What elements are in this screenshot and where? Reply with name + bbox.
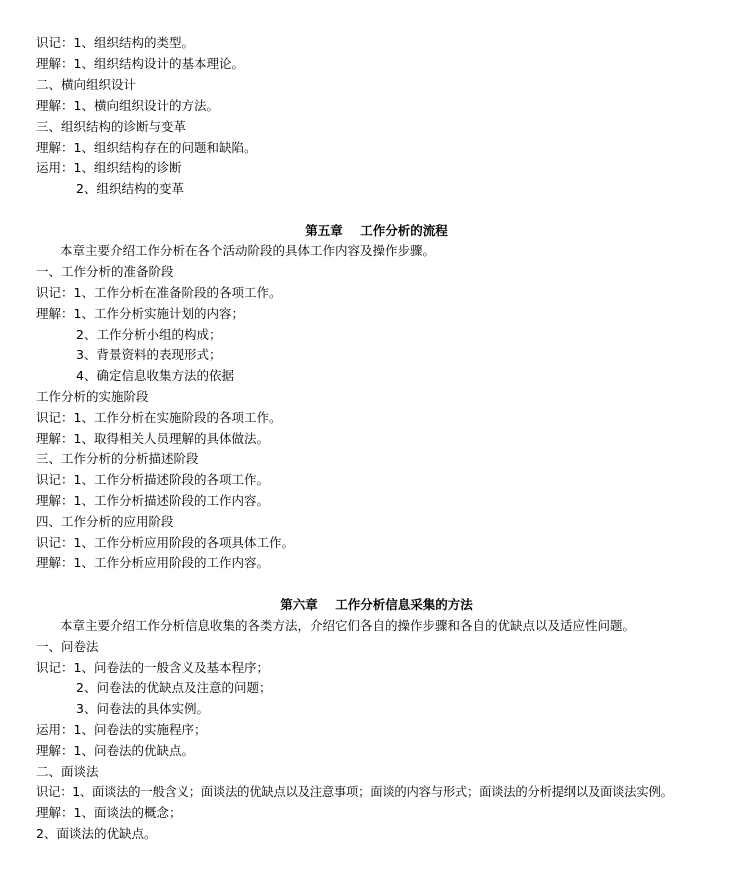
text-line: 理解：1、问卷法的优缺点。: [36, 743, 194, 758]
text-line-indented: 3、背景资料的表现形式；: [76, 347, 222, 362]
text-line-indented: 2、工作分析小组的构成；: [76, 327, 222, 342]
text-line: 识记：1、面谈法的一般含义；面谈法的优缺点以及注意事项；面谈的内容与形式；面谈法的分析提纲以及面谈法实例。: [36, 785, 673, 799]
section-heading: 二、面谈法: [36, 764, 99, 779]
text-line: 识记：1、问卷法的一般含义及基本程序；: [36, 660, 269, 675]
section-heading: 二、横向组织设计: [36, 77, 137, 92]
section-heading: 三、工作分析的分析描述阶段: [36, 451, 199, 466]
text-line: 识记：1、工作分析应用阶段的各项具体工作。: [36, 535, 294, 550]
text-line-indented: 4、确定信息收集方法的依据: [76, 368, 234, 383]
text-line-indented: 3、问卷法的具体实例。: [76, 701, 209, 716]
text-line: 理解：1、工作分析描述阶段的工作内容。: [36, 493, 269, 508]
section-heading: 三、组织结构的诊断与变革: [36, 119, 187, 134]
section-heading: 一、问卷法: [36, 639, 99, 654]
text-line: 理解：1、组织结构存在的问题和缺陷。: [36, 140, 257, 155]
section-heading: 工作分析的实施阶段: [36, 389, 149, 404]
text-line: 理解：1、工作分析实施计划的内容；: [36, 306, 244, 321]
text-line-indented: 2、组织结构的变革: [76, 181, 184, 196]
text-line: 理解：1、工作分析应用阶段的工作内容。: [36, 555, 269, 570]
chapter-intro: 本章主要介绍工作分析信息收集的各类方法，介绍它们各自的操作步骤和各自的优缺点以及适应性问题。: [60, 618, 636, 633]
text-line: 运用：1、组织结构的诊断: [36, 160, 182, 175]
section-heading: 一、工作分析的准备阶段: [36, 264, 174, 279]
text-line: 理解：1、横向组织设计的方法。: [36, 98, 219, 113]
chapter-intro: 本章主要介绍工作分析在各个活动阶段的具体工作内容及操作步骤。: [60, 243, 436, 258]
text-line: 识记：1、工作分析在实施阶段的各项工作。: [36, 410, 282, 425]
text-line: 理解：1、取得相关人员理解的具体做法。: [36, 431, 269, 446]
chapter-title: 第五章 工作分析的流程: [305, 223, 448, 238]
text-line: 理解：1、组织结构设计的基本理论。: [36, 56, 244, 71]
text-line: 理解：1、面谈法的概念；: [36, 805, 182, 820]
section-heading: 四、工作分析的应用阶段: [36, 514, 174, 529]
text-line: 识记：1、工作分析描述阶段的各项工作。: [36, 472, 269, 487]
text-line: 识记：1、工作分析在准备阶段的各项工作。: [36, 285, 282, 300]
chapter-title: 第六章 工作分析信息采集的方法: [280, 597, 473, 612]
text-line-indented: 2、问卷法的优缺点及注意的问题；: [76, 680, 272, 695]
text-line: 运用：1、问卷法的实施程序；: [36, 722, 207, 737]
text-line: 2、面谈法的优缺点。: [36, 826, 157, 841]
text-line: 识记：1、组织结构的类型。: [36, 35, 194, 50]
